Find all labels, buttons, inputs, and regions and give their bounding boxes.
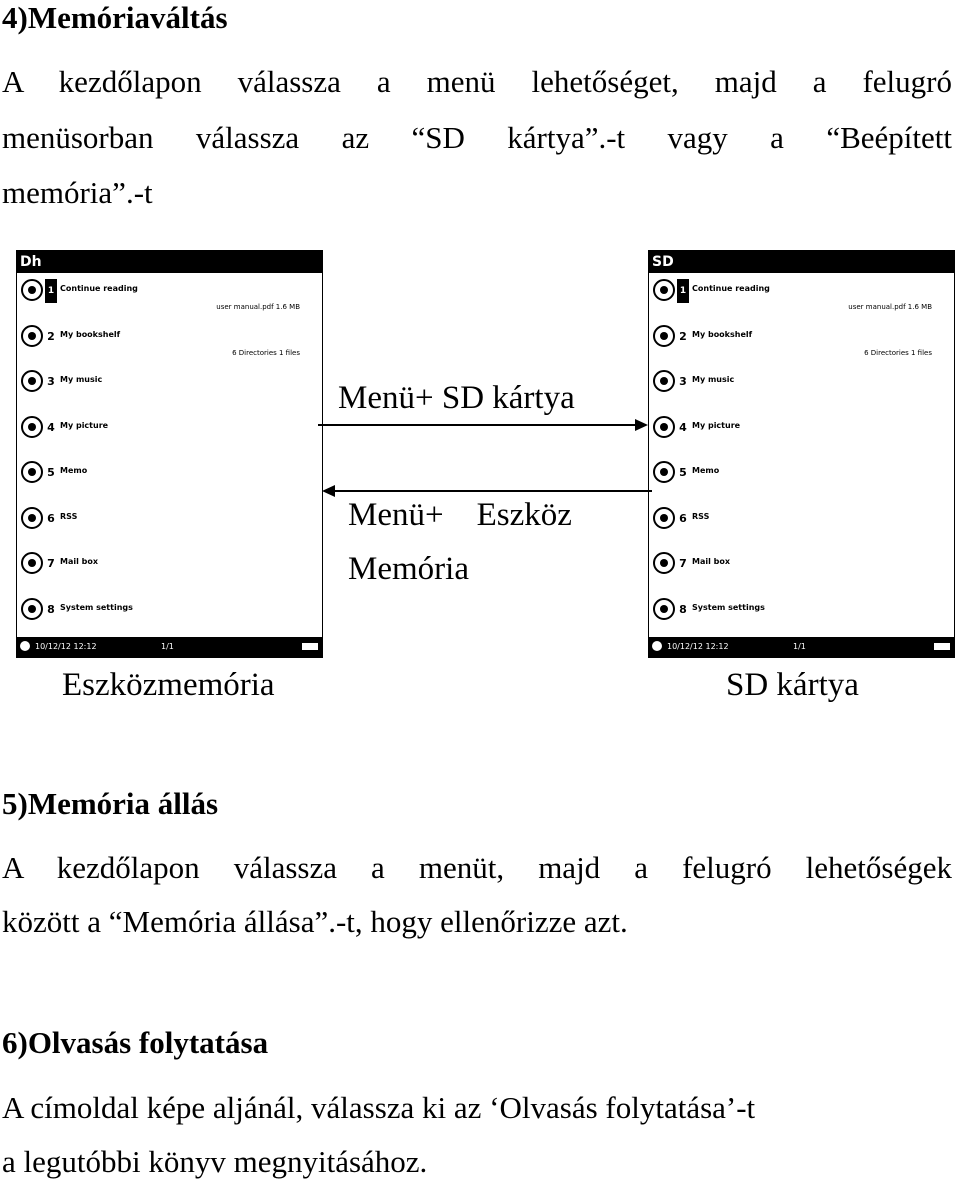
device-status-bar bbox=[17, 637, 322, 657]
device-menu-item bbox=[17, 275, 322, 319]
menu-item-number: 8 bbox=[679, 602, 687, 616]
arrow-label-menu-device: Menü+ Eszköz bbox=[348, 497, 572, 533]
device-menu-item bbox=[17, 412, 322, 456]
device-menu-item bbox=[649, 594, 954, 638]
bookshelf-icon bbox=[651, 323, 677, 349]
rss-icon bbox=[19, 505, 45, 531]
gear-icon bbox=[651, 596, 677, 622]
menu-item-number: 4 bbox=[679, 420, 687, 434]
menu-item-label: My bookshelf bbox=[60, 329, 121, 339]
battery-icon bbox=[934, 643, 950, 650]
menu-item-label: My picture bbox=[692, 420, 741, 430]
paragraph-line: a legutóbbi könyv megnyitásához. bbox=[2, 1144, 428, 1179]
device-logo: SD bbox=[652, 254, 674, 270]
status-page: 1/1 bbox=[793, 642, 806, 651]
music-icon bbox=[19, 368, 45, 394]
menu-item-number: 5 bbox=[47, 466, 55, 479]
caption-internal-memory: Eszközmemória bbox=[62, 667, 275, 703]
device-menu-item bbox=[17, 594, 322, 638]
device-logo: Dh bbox=[20, 254, 42, 270]
menu-item-number: 7 bbox=[679, 557, 687, 570]
menu-item-number: 3 bbox=[679, 375, 687, 388]
book-icon bbox=[19, 277, 45, 303]
section-heading-continue-reading: 6)Olvasás folytatása bbox=[2, 1025, 269, 1060]
device-screen-sd-card bbox=[648, 250, 955, 658]
bookshelf-icon bbox=[19, 323, 45, 349]
arrow-label-menu-sd: Menü+ SD kártya bbox=[338, 380, 575, 416]
paragraph-line: memória”.-t bbox=[2, 175, 153, 210]
paragraph-line: A kezdőlapon válassza a menü lehetőséget, majd a felugró bbox=[2, 64, 952, 99]
home-icon bbox=[20, 641, 30, 651]
menu-item-number: 5 bbox=[679, 466, 687, 479]
device-menu-item bbox=[649, 366, 954, 410]
paragraph-line: között a “Memória állása”.-t, hogy ellenőrizze azt. bbox=[2, 904, 628, 939]
status-page: 1/1 bbox=[161, 642, 174, 651]
rss-icon bbox=[651, 505, 677, 531]
menu-item-label: Memo bbox=[692, 466, 720, 475]
device-menu-item bbox=[649, 548, 954, 592]
book-icon bbox=[651, 277, 677, 303]
picture-icon bbox=[651, 414, 677, 440]
paragraph-line: A kezdőlapon válassza a menüt, majd a felugró lehetőségek bbox=[2, 850, 952, 885]
menu-item-number: 7 bbox=[47, 557, 55, 570]
menu-item-label: My picture bbox=[60, 420, 109, 430]
device-menu-item bbox=[649, 503, 954, 547]
menu-item-label: My music bbox=[692, 375, 735, 384]
menu-item-label: Memo bbox=[60, 466, 88, 475]
menu-item-label: Continue reading bbox=[60, 284, 138, 293]
menu-item-label: My bookshelf bbox=[692, 329, 753, 339]
gear-icon bbox=[19, 596, 45, 622]
paragraph-line: menüsorban válassza az “SD kártya”.-t vagy a “Beépített bbox=[2, 120, 952, 155]
memo-icon bbox=[19, 459, 45, 485]
battery-icon bbox=[302, 643, 318, 650]
device-top-bar bbox=[17, 251, 322, 273]
menu-item-label: System settings bbox=[692, 602, 765, 612]
status-datetime: 10/12/12 12:12 bbox=[667, 642, 729, 651]
arrowhead-left bbox=[322, 485, 335, 497]
menu-item-detail: user manual.pdf 1.6 MB bbox=[848, 303, 932, 311]
section-heading-memory-status: 5)Memória állás bbox=[2, 786, 219, 821]
menu-item-number: 6 bbox=[47, 511, 55, 525]
home-icon bbox=[652, 641, 662, 651]
device-menu-item bbox=[649, 321, 954, 365]
menu-item-number: 2 bbox=[47, 329, 55, 343]
menu-item-label: My music bbox=[60, 375, 103, 384]
device-screen-internal-memory bbox=[16, 250, 323, 658]
paragraph-line: A címoldal képe aljánál, válassza ki az ‘Olvasás folytatása’-t bbox=[2, 1090, 756, 1125]
device-menu-item bbox=[649, 457, 954, 501]
device-menu-item bbox=[17, 548, 322, 592]
menu-item-number: 1 bbox=[677, 279, 689, 303]
menu-item-detail: 6 Directories 1 files bbox=[864, 348, 932, 357]
section-heading-memory-switch: 4)Memóriaváltás bbox=[2, 0, 228, 35]
caption-sd-card: SD kártya bbox=[726, 667, 859, 703]
menu-item-number: 1 bbox=[45, 279, 57, 303]
device-top-bar bbox=[649, 251, 954, 273]
menu-item-number: 8 bbox=[47, 602, 55, 616]
mail-icon bbox=[19, 550, 45, 576]
picture-icon bbox=[19, 414, 45, 440]
device-menu-item bbox=[17, 503, 322, 547]
device-status-bar bbox=[649, 637, 954, 657]
menu-item-detail: 6 Directories 1 files bbox=[232, 348, 300, 357]
menu-item-label: Continue reading bbox=[692, 284, 770, 293]
menu-item-label: Mail box bbox=[692, 557, 731, 566]
music-icon bbox=[651, 368, 677, 394]
menu-item-number: 2 bbox=[679, 329, 687, 343]
menu-item-label: RSS bbox=[692, 511, 710, 521]
menu-item-label: RSS bbox=[60, 511, 78, 521]
arrowhead-right bbox=[635, 419, 648, 431]
mail-icon bbox=[651, 550, 677, 576]
device-menu-item bbox=[17, 321, 322, 365]
device-menu-item bbox=[649, 412, 954, 456]
menu-item-number: 4 bbox=[47, 420, 55, 434]
device-menu-item bbox=[17, 457, 322, 501]
menu-item-number: 3 bbox=[47, 375, 55, 388]
device-menu-item bbox=[649, 275, 954, 319]
status-datetime: 10/12/12 12:12 bbox=[35, 642, 97, 651]
memo-icon bbox=[651, 459, 677, 485]
device-menu-item bbox=[17, 366, 322, 410]
menu-item-number: 6 bbox=[679, 511, 687, 525]
menu-item-label: System settings bbox=[60, 602, 133, 612]
menu-item-label: Mail box bbox=[60, 557, 99, 566]
arrow-label-memory: Memória bbox=[348, 551, 469, 587]
menu-item-detail: user manual.pdf 1.6 MB bbox=[216, 303, 300, 311]
